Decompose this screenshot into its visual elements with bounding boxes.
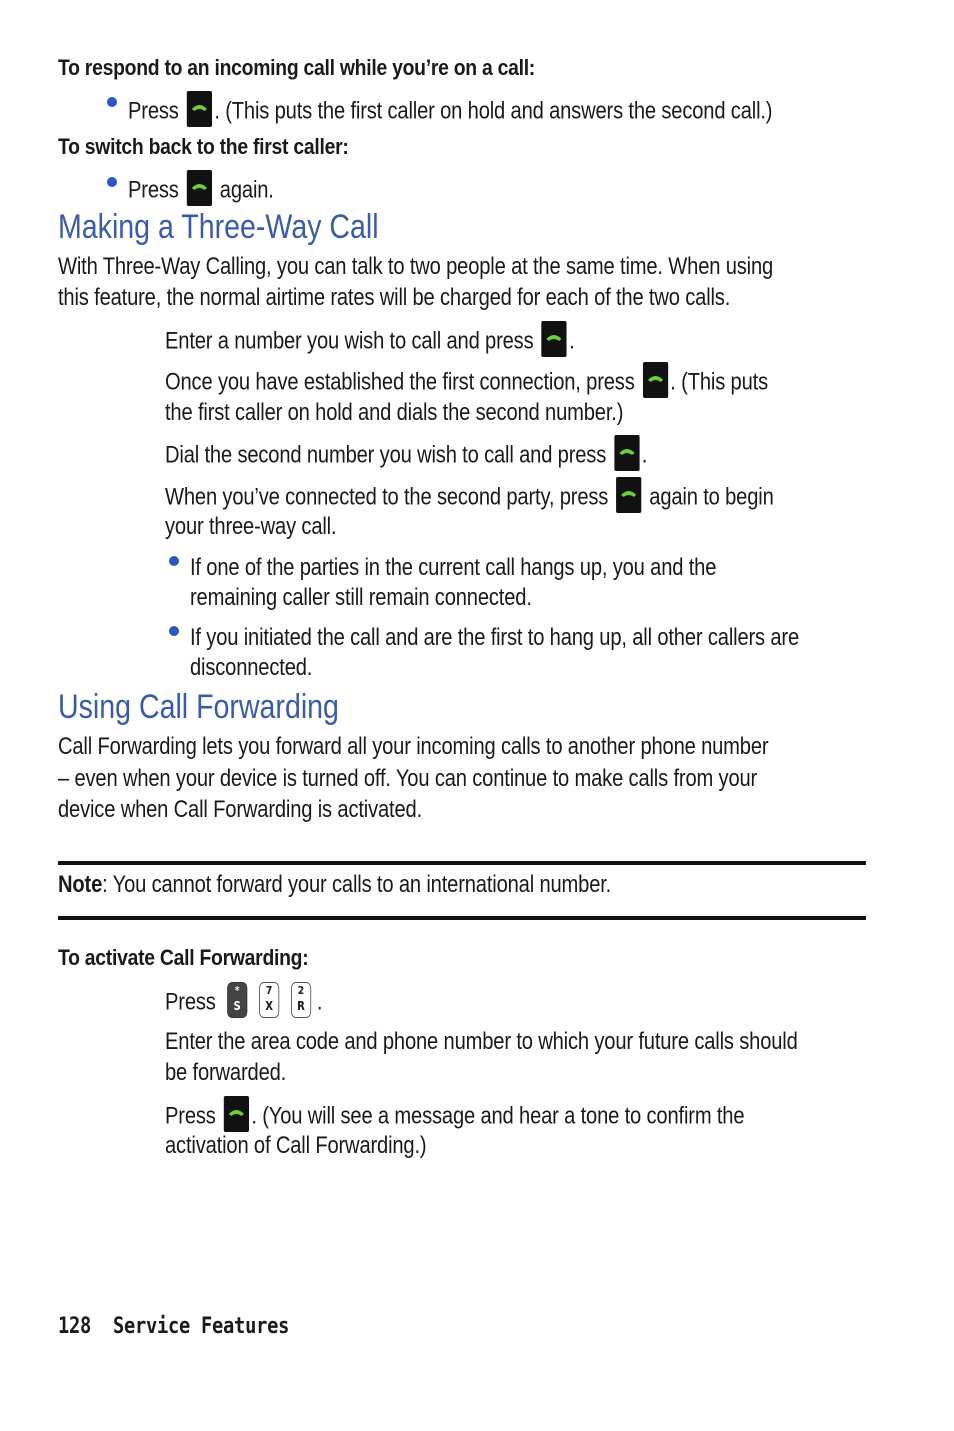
three-way-bullet-1-line2: remaining caller still remain connected. [190, 584, 532, 611]
three-way-bullet-1-line1: If one of the parties in the current call hangs up, you and the [190, 554, 717, 581]
send-key-icon [187, 170, 212, 206]
step-text: Press [128, 176, 179, 204]
respond-step [128, 94, 772, 130]
key-top-label: 7 [265, 984, 273, 997]
three-way-bullet-2-line1: If you initiated the call and are the first to hang up, all other callers are [190, 624, 800, 651]
three-way-step-2-line2: the first caller on hold and dials the second number.) [165, 399, 624, 426]
forwarding-step-3-line2: activation of Call Forwarding.) [165, 1132, 427, 1159]
bullet [107, 177, 117, 187]
key-bottom-label: S [233, 999, 241, 1013]
note-text: : You cannot forward your calls to an international number. [102, 871, 612, 898]
note-bottom-rule [58, 916, 866, 920]
bullet [107, 97, 117, 107]
three-way-step-1 [165, 324, 575, 360]
key-bottom-label: R [297, 999, 305, 1013]
key-top-label: * [234, 984, 240, 997]
respond-heading: To respond to an incoming call while you’re on a call: [58, 55, 535, 80]
three-way-intro-line2: this feature, the normal airtime rates will be charged for each of the two calls. [58, 284, 731, 311]
send-key-icon [187, 91, 212, 127]
note-label: Note [58, 871, 103, 898]
step-text: Once you have established the first connection, press [165, 368, 635, 396]
bullet [169, 626, 179, 636]
step-text: Press [128, 97, 179, 125]
step-text: . [641, 441, 648, 469]
switch-heading: To switch back to the first caller: [58, 134, 349, 159]
note [58, 869, 611, 900]
step-text: again. [219, 176, 274, 204]
send-key-icon [614, 435, 639, 471]
step-text: . (This puts the first caller on hold and answers the second call.) [214, 97, 773, 125]
page-number: 128 [58, 1314, 92, 1339]
seven-key-icon [259, 982, 279, 1018]
switch-step [128, 173, 274, 209]
step-text: Press [165, 1102, 216, 1130]
forwarding-intro-line3: device when Call Forwarding is activated. [58, 796, 423, 823]
section-name: Service Features [113, 1314, 290, 1339]
step-text: When you’ve connected to the second party, press [165, 483, 609, 511]
step-text: again to begin [649, 483, 774, 511]
three-way-step-4-line2: your three-way call. [165, 513, 337, 540]
forwarding-title: Using Call Forwarding [58, 688, 339, 726]
forwarding-step-2-line1: Enter the area code and phone number to which your future calls should [165, 1028, 798, 1055]
step-text: . [316, 988, 323, 1016]
three-way-step-2 [165, 365, 768, 401]
forwarding-step-2-line2: be forwarded. [165, 1059, 287, 1086]
step-text: Press [165, 988, 216, 1016]
activate-heading: To activate Call Forwarding: [58, 945, 309, 970]
send-key-icon [616, 477, 641, 513]
step-text: Dial the second number you wish to call and press [165, 441, 607, 469]
forwarding-step-1 [165, 985, 322, 1021]
step-text: . [569, 327, 575, 355]
three-way-intro-line1: With Three-Way Calling, you can talk to two people at the same time. When using [58, 253, 774, 280]
step-text: Enter a number you wish to call and press [165, 327, 534, 355]
bullet [169, 556, 179, 566]
star-key-icon [227, 982, 247, 1018]
three-way-bullet-2-line2: disconnected. [190, 654, 313, 681]
two-key-icon [291, 982, 311, 1018]
three-way-step-3 [165, 438, 647, 474]
send-key-icon [224, 1096, 249, 1132]
send-key-icon [643, 362, 668, 398]
step-text: . (You will see a message and hear a tone to confirm the [251, 1102, 745, 1130]
step-text: . (This puts [670, 368, 768, 396]
note-top-rule [58, 861, 866, 865]
forwarding-intro-line2: – even when your device is turned off. You can continue to make calls from your [58, 765, 758, 792]
send-key-icon [541, 321, 566, 357]
three-way-title: Making a Three-Way Call [58, 208, 379, 246]
page-footer [58, 1314, 289, 1339]
key-top-label: 2 [297, 984, 305, 997]
forwarding-intro-line1: Call Forwarding lets you forward all your incoming calls to another phone number [58, 733, 769, 760]
key-bottom-label: X [265, 999, 273, 1013]
